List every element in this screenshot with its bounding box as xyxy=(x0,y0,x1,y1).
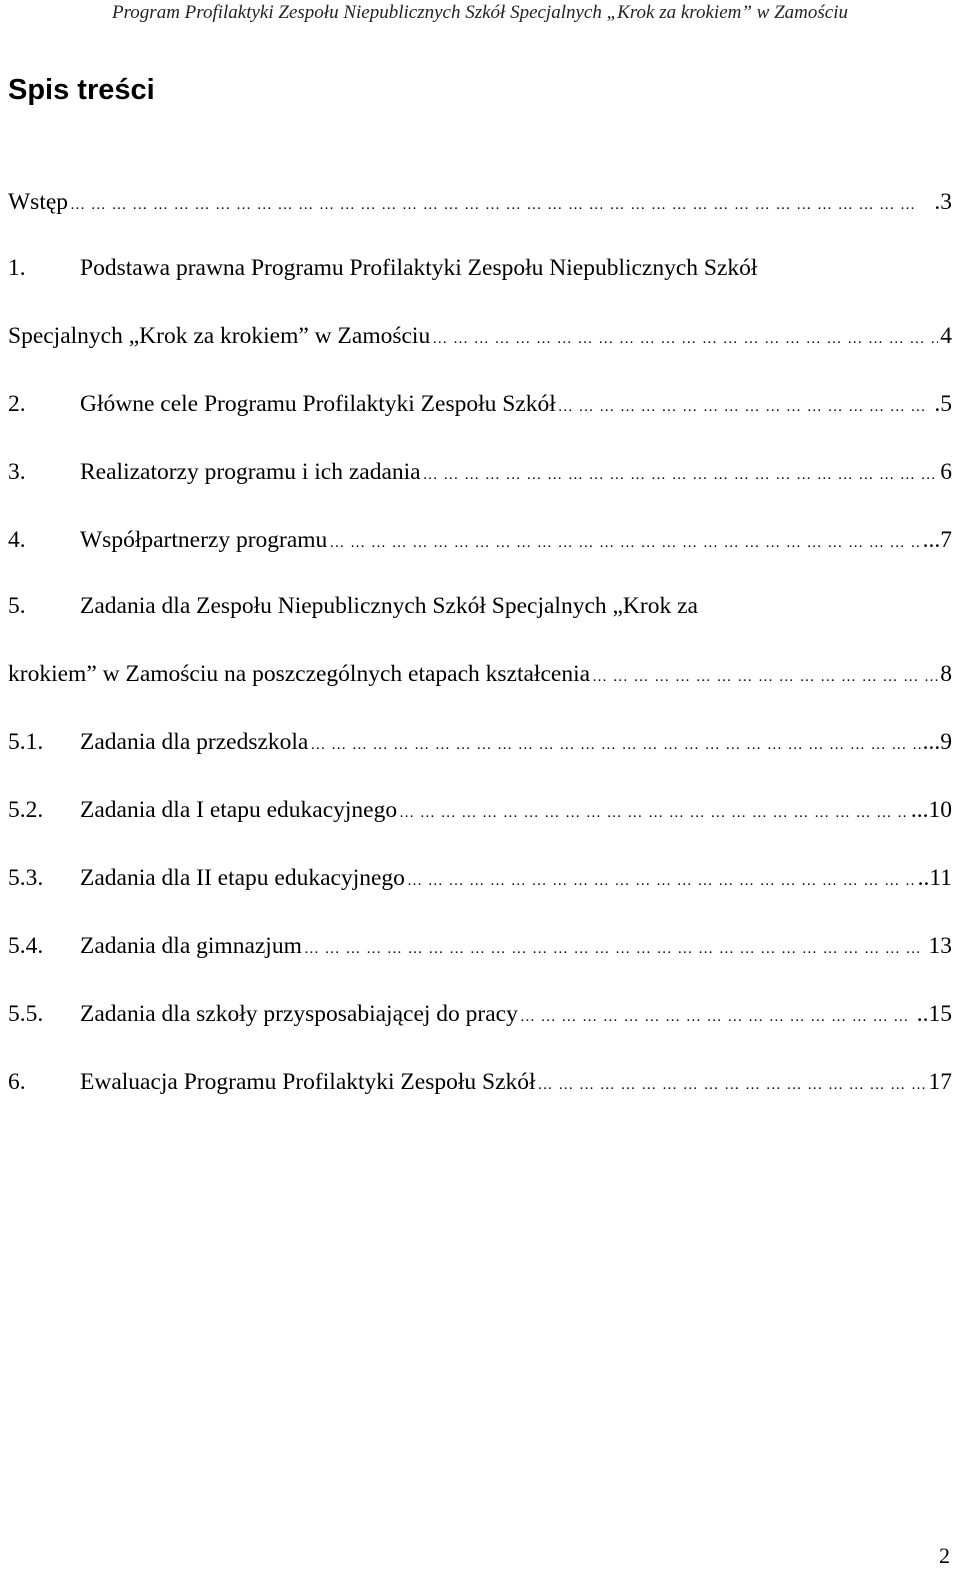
toc-entry-text: Wstęp xyxy=(8,189,69,215)
toc-entry-page: ...7 xyxy=(922,527,952,553)
toc-entry-3[interactable] xyxy=(8,461,952,485)
toc-entry-intro[interactable] xyxy=(8,191,952,215)
toc-entry-1[interactable] xyxy=(8,257,952,281)
dot-leader xyxy=(538,1078,927,1093)
toc-entry-page: ..15 xyxy=(916,1001,952,1027)
dot-leader xyxy=(592,670,938,685)
toc-entry-page: 4 xyxy=(940,323,952,349)
toc-entry-number: 5.1. xyxy=(8,729,44,755)
toc-entry-6[interactable] xyxy=(8,1071,952,1095)
toc-entry-text: Realizatorzy programu i ich zadania xyxy=(80,459,421,485)
dot-leader xyxy=(304,942,927,957)
toc-entry-number: 4. xyxy=(8,527,26,553)
toc-entry-text: Podstawa prawna Programu Profilaktyki Zespołu Niepublicznych Szkół xyxy=(80,255,758,281)
toc-entry-5-4[interactable] xyxy=(8,935,952,959)
toc-entry-5[interactable] xyxy=(8,595,952,619)
page-number: 2 xyxy=(939,1543,950,1568)
toc-entry-page: .5 xyxy=(934,391,952,417)
running-header: Program Profilaktyki Zespołu Niepublicznych Szkół Specjalnych „Krok za krokiem” w Zamościu xyxy=(112,2,848,23)
toc-entry-5-5[interactable] xyxy=(8,1003,952,1027)
toc-entry-5-cont[interactable] xyxy=(8,663,952,687)
toc-entry-text: Specjalnych „Krok za krokiem” w Zamościu xyxy=(8,323,431,349)
dot-leader xyxy=(407,874,916,889)
toc-entry-page: .3 xyxy=(934,189,952,215)
dot-leader xyxy=(423,468,939,483)
toc-entry-number: 5.2. xyxy=(8,797,44,823)
toc-entry-text: Zadania dla przedszkola xyxy=(80,729,309,755)
toc-entry-page: ...9 xyxy=(922,729,952,755)
toc-entry-page: 17 xyxy=(928,1069,952,1095)
toc-entry-page: 13 xyxy=(928,933,952,959)
dot-leader xyxy=(520,1010,915,1025)
dot-leader xyxy=(70,198,932,213)
toc-entry-number: 5.3. xyxy=(8,865,44,891)
dot-leader xyxy=(399,806,909,821)
toc-entry-number: 1. xyxy=(8,255,26,281)
toc-entry-text: Współpartnerzy programu xyxy=(80,527,328,553)
toc-entry-number: 5.5. xyxy=(8,1001,44,1027)
toc-entry-text: Główne cele Programu Profilaktyki Zespołu Szkół xyxy=(80,391,556,417)
toc-entry-4[interactable] xyxy=(8,529,952,553)
toc-entry-2[interactable] xyxy=(8,393,952,417)
toc-entry-text: Zadania dla gimnazjum xyxy=(80,933,302,959)
toc-entry-page: 6 xyxy=(940,459,952,485)
toc-entry-number: 5.4. xyxy=(8,933,44,959)
toc-entry-number: 5. xyxy=(8,593,26,619)
dot-leader xyxy=(558,400,933,415)
toc-entry-text: Zadania dla II etapu edukacyjnego xyxy=(80,865,405,891)
toc-entry-text: Zadania dla Zespołu Niepublicznych Szkół Specjalnych „Krok za xyxy=(80,593,698,619)
toc-entry-page: ...10 xyxy=(910,797,952,823)
toc-entry-text: Zadania dla szkoły przysposabiającej do pracy xyxy=(80,1001,518,1027)
dot-leader xyxy=(432,332,938,347)
toc-entry-5-2[interactable] xyxy=(8,799,952,823)
dot-leader xyxy=(310,738,920,753)
toc-entry-5-1[interactable] xyxy=(8,731,952,755)
dot-leader xyxy=(329,536,920,551)
toc-entry-5-3[interactable] xyxy=(8,867,952,891)
page-title: Spis treści xyxy=(8,74,155,106)
toc-entry-1-cont[interactable] xyxy=(8,325,952,349)
toc-entry-number: 3. xyxy=(8,459,26,485)
toc-entry-text: krokiem” w Zamościu na poszczególnych etapach kształcenia xyxy=(8,661,591,687)
toc-entry-number: 2. xyxy=(8,391,26,417)
toc-entry-page: ..11 xyxy=(917,865,952,891)
toc-entry-text: Zadania dla I etapu edukacyjnego xyxy=(80,797,398,823)
toc-entry-text: Ewaluacja Programu Profilaktyki Zespołu Szkół xyxy=(80,1069,536,1095)
toc-entry-page: 8 xyxy=(940,661,952,687)
toc-entry-number: 6. xyxy=(8,1069,26,1095)
